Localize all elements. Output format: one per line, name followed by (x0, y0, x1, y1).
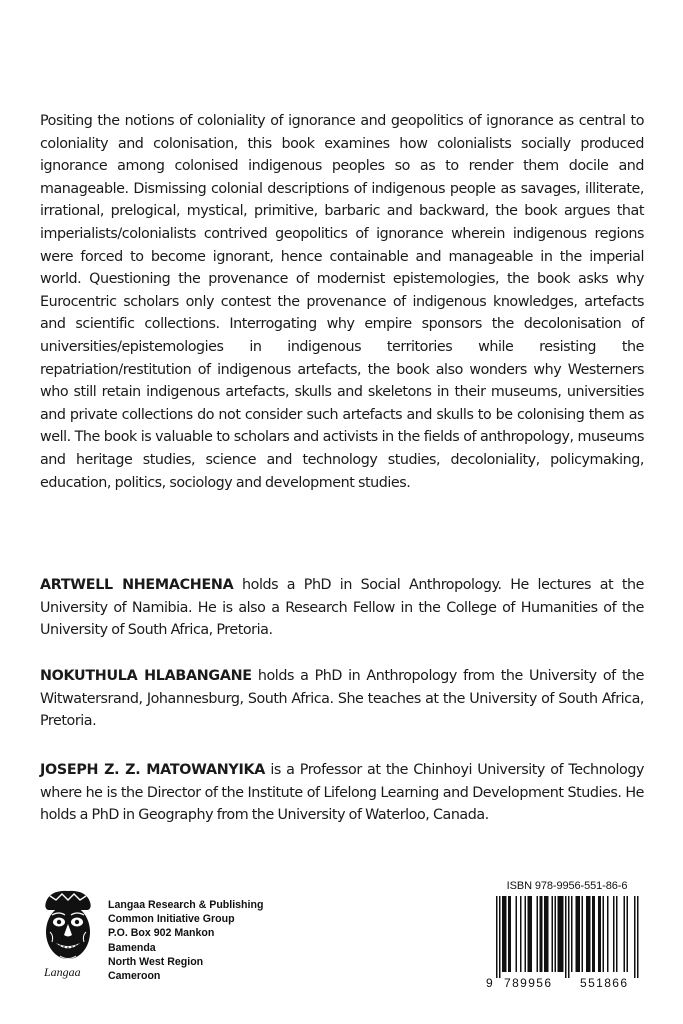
author-bio-2 (40, 665, 644, 733)
barcode-bar (637, 896, 639, 978)
barcode-bar (607, 896, 609, 972)
barcode-bar (541, 896, 543, 972)
barcode-bar (582, 896, 584, 972)
barcode-bar (529, 896, 531, 972)
barcode-bar (555, 896, 557, 972)
barcode-bar (616, 896, 618, 972)
barcode-bar (592, 896, 594, 972)
barcode-bar (624, 896, 626, 972)
barcode-bar (505, 896, 507, 972)
isbn-digit-group-1: 789956 (504, 976, 553, 990)
isbn-label: ISBN 978-9956-551-86-6 (506, 880, 628, 892)
publisher-pobox: P.O. Box 902 Mankon (108, 927, 215, 940)
barcode-bar (540, 896, 542, 972)
author-bio-3 (40, 759, 644, 827)
barcode-bar (558, 896, 560, 972)
barcode-bar (589, 896, 591, 972)
publisher-logo (36, 888, 100, 988)
barcode-bar (544, 896, 546, 972)
publisher-name: Langaa Research & Publishing (108, 899, 264, 911)
publisher-block (36, 888, 336, 988)
barcode-bar (546, 896, 548, 972)
logo-caption: Langaa (44, 965, 81, 979)
isbn-digit-lead: 9 (486, 976, 493, 990)
barcode-bar (586, 896, 588, 972)
barcode-bar (496, 896, 498, 978)
author-name-1: ARTWELL NHEMACHENA (40, 577, 234, 593)
isbn-barcode (484, 880, 650, 992)
barcode-bar (547, 896, 549, 972)
barcode-bar (627, 896, 629, 972)
publisher-city: Bamenda (108, 941, 156, 954)
publisher-line-2: Common Initiative Group (108, 913, 235, 926)
barcode-bar (504, 896, 506, 972)
barcode-bar (577, 896, 579, 972)
barcode-bar (520, 896, 522, 972)
barcode-bar (561, 896, 563, 972)
barcode-bar (600, 896, 602, 972)
author-bio-text-2: holds a PhD in Anthropology from the University of the Witwatersrand, Johannesburg, South Africa. She teaches at the University of South Africa, Pretoria. (40, 668, 644, 730)
barcode-bar (528, 896, 530, 972)
mask-face-icon (36, 888, 100, 968)
barcode-bars (484, 896, 650, 978)
barcode-bar (552, 896, 554, 972)
barcode-bar (571, 896, 573, 972)
publisher-address (108, 898, 263, 983)
barcode-bar (502, 896, 504, 972)
barcode-bar (568, 896, 570, 978)
barcode-bar (525, 896, 527, 972)
barcode-bar (598, 896, 600, 972)
barcode-bar (576, 896, 578, 972)
barcode-bar (516, 896, 518, 972)
barcode-bar (565, 896, 567, 978)
publisher-region: North West Region (108, 955, 204, 968)
book-description: Positing the notions of coloniality of ignorance and geopolitics of ignorance as central to coloniality and colonisation, this book examines how colonialists socially produced ignorance among colonised indigenous peoples so as to render them docile and manageable. Dismissing colonial descriptions of indigenous people as savages, illiterate, irrational, prelogical, mystical, primitive, barbaric and backward, the book argues that imperialists/colonialists contrived geopolitics of ignorance wherein indigenous regions were forced to become ignorant, hence containable and manageable in the imperial world. Questioning the provenance of modernist epistemologies, the book asks why Eurocentric scholars only contest the provenance of indigenous knowledges, artefacts and scientific collections. Interrogating why empire sponsors the decolonisation of universities/epistemologies in indigenous territories while resisting the repatriation/restitution of indigenous artefacts, the book also wonders why Westerners who still retain indigenous artefacts, skulls and skeletons in their museums, universities and private collections do not consider such artefacts and skulls to be colonising them as well. The book is valuable to scholars and activists in the fields of anthropology, museums and heritage studies, science and technology studies, decoloniality, policymaking, education, politics, sociology and development studies. (40, 113, 644, 491)
author-name-2: NOKUTHULA HLABANGANE (40, 668, 252, 684)
author-name-3: JOSEPH Z. Z. MATOWANYIKA (40, 762, 266, 778)
barcode-bar (531, 896, 533, 972)
barcode-bar (510, 896, 512, 972)
barcode-bar (579, 896, 581, 972)
barcode-bar (594, 896, 596, 972)
barcode-bar (499, 896, 501, 978)
barcode-bar (613, 896, 615, 972)
author-bio-1 (40, 574, 644, 642)
barcode-bar (537, 896, 539, 972)
barcode-bar (562, 896, 564, 972)
barcode-bar (603, 896, 605, 972)
barcode-bar (634, 896, 636, 978)
barcode-bar (508, 896, 510, 972)
author-bio-text-1: holds a PhD in Social Anthropology. He lectures at the University of Namibia. He is also a Research Fellow in the College of Humanities of the University of South Africa, Pretoria. (40, 577, 644, 639)
barcode-bar (588, 896, 590, 972)
barcode-bar (559, 896, 561, 972)
publisher-country: Cameroon (108, 970, 161, 983)
isbn-digit-group-2: 551866 (580, 976, 629, 990)
author-bio-text-3: is a Professor at the Chinhoyi University of Technology where he is the Director of the Institute of Lifelong Learning and Development Studies. He holds a PhD in Geography from the University of Waterloo, Canada. (40, 762, 644, 824)
